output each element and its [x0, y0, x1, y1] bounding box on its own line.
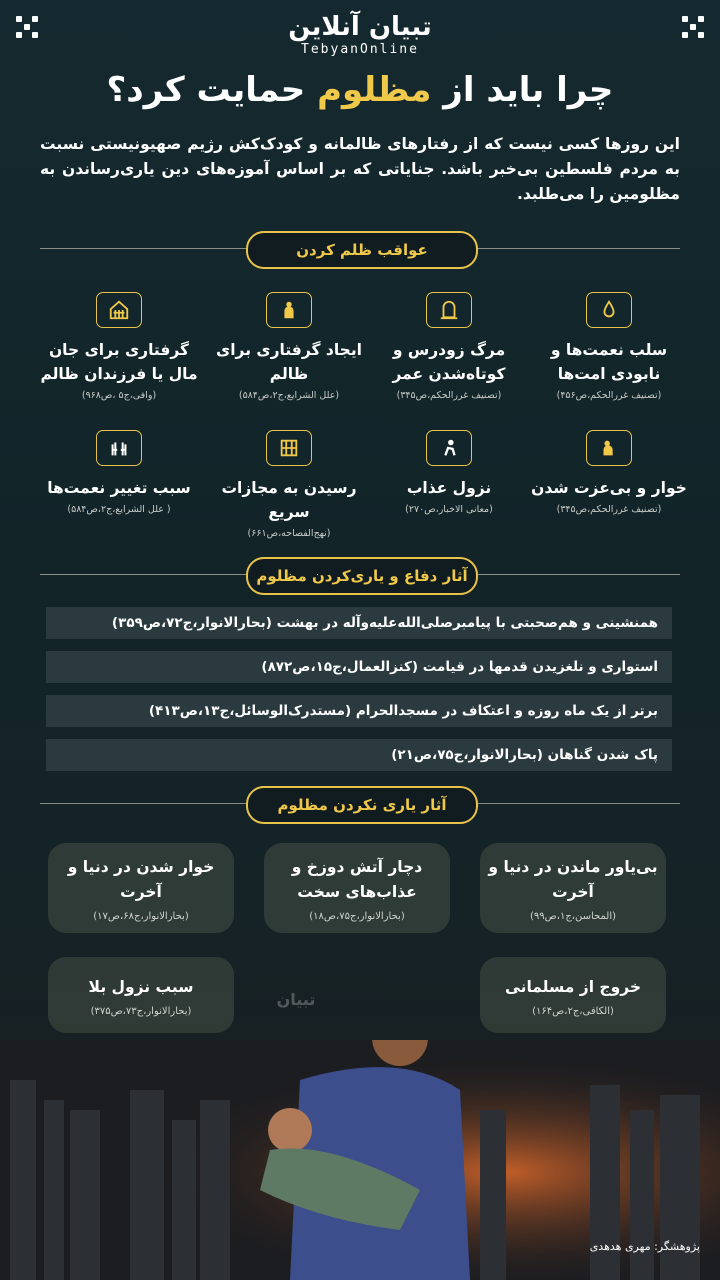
card-label: دچار آتش دوزخ و عذاب‌های سخت	[291, 858, 423, 901]
researcher-credit: پژوهشگر: مهری هدهدی	[589, 1240, 700, 1253]
consequence-item	[366, 292, 532, 401]
section1-heading: عواقب ظلم کردن	[246, 231, 478, 269]
prison-bars-icon	[266, 430, 312, 466]
brand-name-fa: تبیان آنلاین	[288, 12, 432, 42]
card-ref: (بحارالانوار،ج۷۵،ص۱۸)	[309, 911, 405, 922]
intro-paragraph: این روزها کسی نیست که از رفتارهای ظالمانه و کودک‌کش رژیم صهیونیستی نسبت به مردم فلسطین بی‌خبر باشد. جنایاتی که بر اساس آموزه‌های دین یاری‌رساندن به مظلومین را می‌طلبد.	[40, 135, 680, 203]
consequence-ref: (نهج‌الفصاحه،ص۶۶۱)	[247, 528, 331, 539]
consequence-label: گرفتاری برای جان مال یا فرزندان ظالم	[40, 341, 198, 383]
card-ref: (بحارالانوار،ج۶۸،ص۱۷)	[93, 911, 189, 922]
consequence-label: ایجاد گرفتاری برای ظالم	[216, 341, 362, 383]
consequence-item	[206, 430, 372, 539]
section3-heading: آثار یاری نکردن مظلوم	[246, 786, 478, 824]
stressed-person-icon	[266, 292, 312, 328]
title-suffix: حمایت کرد؟	[106, 70, 318, 110]
consequence-ref: ( علل الشرایع،ج۲،ص۵۸۴)	[67, 504, 171, 515]
consequence-item	[36, 292, 202, 401]
neglect-card	[480, 843, 666, 933]
brand-logo	[0, 12, 720, 57]
benefit-row: همنشینی و هم‌صحبتی با پیامبر‌صلی‌الله‌علیه‌وآله در بهشت (بحارالانوار،ج۷۲،ص۳۵۹)	[46, 607, 672, 639]
consequence-item	[206, 292, 372, 401]
consequence-ref: (تصنیف غررالحکم،ص۳۴۵)	[556, 504, 662, 515]
consequence-label: خوار و بی‌عزت شدن	[531, 479, 687, 497]
benefit-row: برتر از یک ماه روزه و اعتکاف در مسجدالحرام (مستدرک‌الوسائل،ج۱۳،ص۴۱۳)	[46, 695, 672, 727]
consequence-ref: (تصنیف غررالحکم،ص۳۴۵)	[396, 390, 502, 401]
consequence-label: سلب نعمت‌ها و نابودی امت‌ها	[550, 341, 668, 383]
card-ref: (المحاسن،ج۱،ص۹۹)	[529, 911, 617, 922]
neglect-card	[48, 843, 234, 933]
benefit-row: پاک شدن گناهان (بحارالانوار،ج۷۵،ص۲۱)	[46, 739, 672, 771]
house-bars-icon	[96, 292, 142, 328]
consequence-item	[36, 430, 202, 515]
neglect-card	[48, 957, 234, 1033]
card-label: خوار شدن در دنیا و آخرت	[67, 858, 215, 901]
hand-drop-icon	[586, 292, 632, 328]
consequence-item	[366, 430, 532, 515]
falling-person-icon	[426, 430, 472, 466]
card-label: سبب نزول بلا	[88, 978, 194, 996]
card-ref: (الکافی،ج۲،ص۱۶۴)	[532, 1006, 614, 1017]
consequence-item	[526, 430, 692, 515]
neglect-card	[264, 843, 450, 933]
page-title	[0, 70, 720, 110]
watermark-logo: تبیان	[276, 990, 316, 1009]
neglect-card	[480, 957, 666, 1033]
benefit-row: استواری و نلغزیدن قدمها در قیامت (کنزالعمال،ج۱۵،ص۸۷۲)	[46, 651, 672, 683]
consequence-ref: (معانی الاخبار،ص۲۷۰)	[405, 504, 493, 515]
brand-name-en: TebyanOnline	[301, 42, 419, 57]
card-ref: (بحارالانوار،ج۷۳،ص۳۷۵)	[90, 1006, 192, 1017]
title-prefix: چرا باید از	[431, 70, 614, 110]
consequence-label: رسیدن به مجازات سریع	[221, 479, 357, 521]
consequence-item	[526, 292, 692, 401]
consequence-ref: (علل الشرایع،ج۲،ص۵۸۴)	[238, 390, 340, 401]
raised-hands-icon	[96, 430, 142, 466]
consequence-label: مرگ زودرس و کوتاه‌شدن عمر	[392, 341, 506, 383]
section2-heading: آثار دفاع و یاری‌کردن مظلوم	[246, 557, 478, 595]
consequence-label: نزول عذاب	[406, 479, 492, 497]
ashamed-person-icon	[586, 430, 632, 466]
gravestone-icon	[426, 292, 472, 328]
card-label: بی‌یاور ماندن در دنیا و آخرت	[488, 858, 658, 901]
consequence-label: سبب تغییر نعمت‌ها	[47, 479, 191, 497]
card-label: خروج از مسلمانی	[504, 978, 642, 996]
title-highlight: مظلوم	[317, 70, 432, 110]
consequence-ref: (وافی،ج۵ ،ص۹۶۸)	[81, 390, 157, 401]
consequence-ref: (تصنیف غررالحکم،ص۴۵۶)	[556, 390, 662, 401]
